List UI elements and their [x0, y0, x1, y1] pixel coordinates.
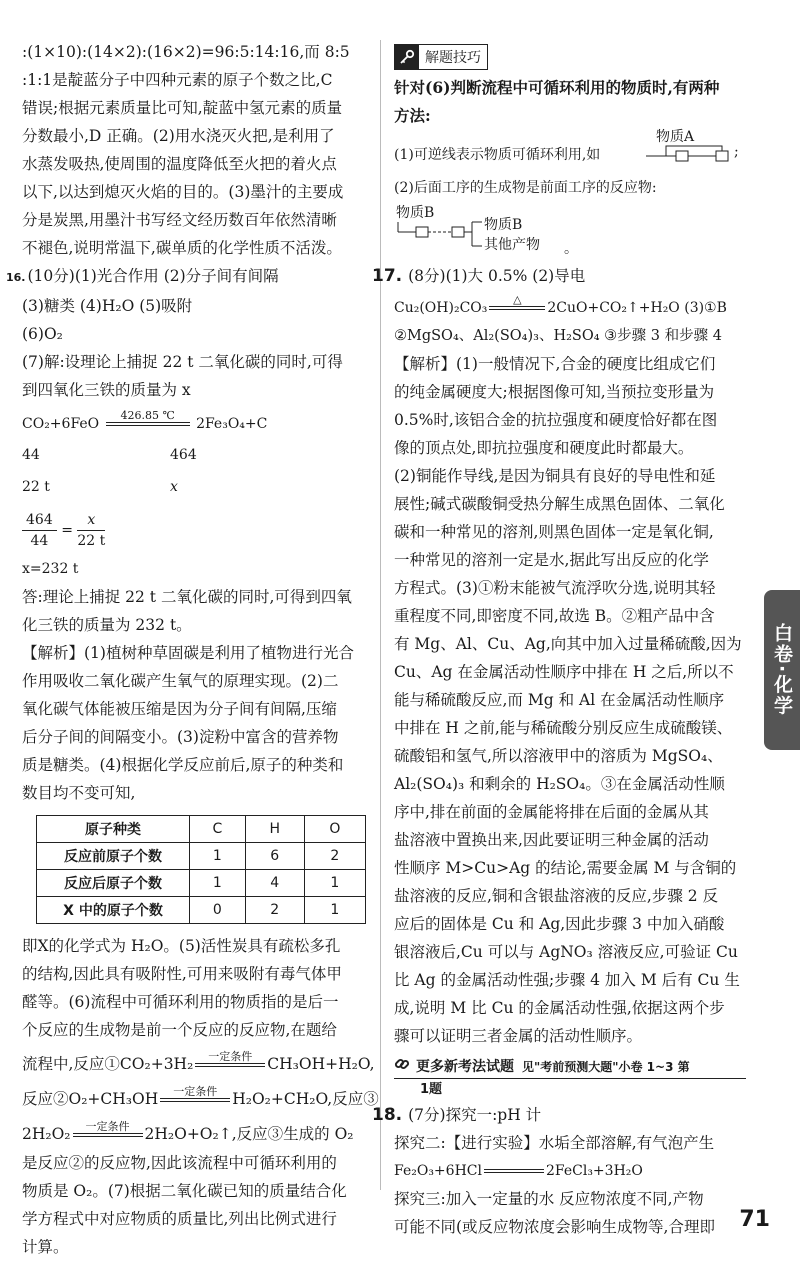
given-mass-row — [22, 474, 372, 500]
right-column — [372, 44, 746, 1241]
text-line: 展性;碱式碳酸铜受热分解生成黑色固体、二氧化 — [394, 495, 725, 513]
text-line: 0.5%时,该铝合金的抗拉强度和硬度恰好都在图 — [394, 411, 718, 429]
text-line: Cu、Ag 在金属活动性顺序中排在 H 之后,所以不 — [394, 663, 734, 681]
link-icon — [394, 1056, 410, 1076]
text-line: 针对(6)判断流程中可循环利用的物质时,有两种 — [394, 78, 720, 97]
text-line: ②MgSO₄、Al₂(SO₄)₃、H₂SO₄ ③步骤 3 和步骤 4 — [394, 328, 722, 344]
text-line: 答:理论上捕捉 22 t 二氧化碳的同时,可得到四氧 — [22, 588, 352, 606]
table-header-cell: H — [245, 816, 304, 843]
chemical-equation — [22, 410, 372, 438]
equation-right: 2Fe₃O₄+C — [196, 416, 268, 432]
reaction-line: 流程中,反应①CO₂+3H₂ 一定条件 CH₃OH+H₂O, — [22, 1050, 372, 1079]
tips-label: 解题技巧 — [425, 50, 481, 66]
text-line: (2)后面工序的生成物是前面工序的反应物: — [394, 180, 657, 196]
more-reference-cont: 1题 — [420, 1082, 443, 1097]
text-line: 重程度不同,即密度不同,故选 B。②粗产品中含 — [394, 607, 715, 625]
more-reference: 见"考前预测大题"小卷 1~3 第 — [522, 1059, 690, 1074]
text-line: 【解析】(1)一般情况下,合金的硬度比组成它们 — [394, 355, 716, 373]
substance-label: 物质A — [656, 129, 695, 145]
column-divider — [380, 40, 381, 1190]
result-line: x=232 t — [22, 561, 79, 577]
text-line: 中排在 H 之前,能与稀硫酸分别反应生成硫酸镁、 — [394, 719, 733, 737]
atom-count-table — [36, 815, 366, 924]
equals-sign — [484, 1169, 544, 1173]
substance-label: 其他产物 — [484, 237, 540, 253]
text-line: 成,说明 M 比 Cu 的金属活动性强,依据这两个步 — [394, 999, 725, 1017]
fraction: $\frac{x}{22 t}$ — [77, 512, 106, 549]
text-line: (6)O₂ — [22, 325, 63, 343]
table-cell: 1 — [304, 870, 365, 897]
reaction-line: Cu₂(OH)₂CO₃ △ 2CuO+CO₂↑+H₂O (3)①B — [394, 294, 746, 322]
more-questions-banner — [394, 1056, 746, 1079]
process-flow: 物质B 物质B 其他产物 。 — [394, 202, 746, 256]
condition-text: 426.85 ℃ — [120, 409, 175, 422]
text-line: 化三铁的质量为 232 t。 — [22, 616, 192, 634]
molar-mass-row — [22, 442, 372, 468]
table-cell: 0 — [190, 897, 246, 924]
text-line: 分数最小,D 正确。(2)用水浇灭火把,是利用了 — [22, 127, 335, 145]
table-row — [37, 843, 366, 870]
text-line: 氧化碳气体能被压缩是因为分子间有间隔,压缩 — [22, 700, 337, 718]
more-label: 更多新考法试题 — [416, 1059, 514, 1075]
text-line: 的结构,因此具有吸附性,可用来吸附有毒气体甲 — [22, 965, 342, 983]
table-cell: 1 — [304, 897, 365, 924]
text-line: 盐溶液中置换出来,因此要证明三种金属的活动 — [394, 831, 709, 849]
text-line: 方法: — [394, 106, 431, 125]
table-row — [37, 870, 366, 897]
question-17-header: 17. (8分)(1)大 0.5% (2)导电 — [372, 266, 586, 286]
text-line: 盐溶液的反应,铜和含银盐溶液的反应,步骤 2 反 — [394, 887, 719, 905]
mass-value: x — [170, 479, 178, 495]
reversible-flow: (1)可逆线表示物质可循环利用,如 物质A ; — [394, 130, 746, 174]
table-cell: 2 — [245, 897, 304, 924]
question-16-header — [6, 262, 372, 292]
text-line: 方程式。(3)①粉末能被气流浮吹分选,说明其轻 — [394, 579, 716, 597]
text-line: 一种常见的溶剂一定是水,据此写出反应的化学 — [394, 551, 709, 569]
subject-side-tab: 白卷·化学 — [764, 590, 800, 750]
substance-label: 物质B — [396, 205, 435, 221]
table-cell: 2 — [304, 843, 365, 870]
question-18-header: 18. (7分)探究一:pH 计 — [372, 1105, 542, 1125]
text-line: 骤可以证明三者金属的活动性顺序。 — [394, 1027, 643, 1045]
tips-header — [394, 44, 488, 70]
equation-left: CO₂+6FeO — [22, 416, 100, 432]
text-line: 物质是 O₂。(7)根据二氧化碳已知的质量结合化 — [22, 1182, 347, 1200]
condition-arrow: △ — [489, 294, 545, 322]
text-line: 到四氧化三铁的质量为 x — [22, 381, 191, 399]
left-column — [6, 38, 379, 1261]
question-number: 18. — [372, 1105, 403, 1125]
text-line: 序中,排在前面的金属能将排在后面的金属从其 — [394, 803, 709, 821]
text-line: 醛等。(6)流程中可循环利用的物质指的是后一 — [22, 993, 339, 1011]
text-line: 比 Ag 的金属活动性强;步骤 4 加入 M 后有 Cu 生 — [394, 971, 740, 989]
substance-label: 物质B — [484, 217, 523, 233]
mass-value: 44 — [22, 447, 40, 463]
reaction-line: 反应②O₂+CH₃OH 一定条件 H₂O₂+CH₂O,反应③ — [22, 1085, 372, 1114]
text-line: 像的顶点处,即抗拉强度和硬度此时都最大。 — [394, 439, 694, 457]
table-cell: 6 — [245, 843, 304, 870]
text-line: (7)解:设理论上捕捉 22 t 二氧化碳的同时,可得 — [22, 353, 343, 371]
text-line: 探究二:【进行实验】水垢全部溶解,有气泡产生 — [394, 1134, 715, 1152]
text-line: 能与稀硫酸反应,而 Mg 和 Al 在金属活动性顺序 — [394, 691, 725, 709]
text-line: 即X的化学式为 H₂O。(5)活性炭具有疏松多孔 — [22, 937, 341, 955]
table-cell: 4 — [245, 870, 304, 897]
table-cell: 反应前原子个数 — [37, 843, 190, 870]
condition-arrow — [106, 410, 190, 438]
question-number: 17. — [372, 266, 403, 286]
text-line: 后分子间的间隔变小。(3)淀粉中富含的营养物 — [22, 728, 339, 746]
text-line: Al₂(SO₄)₃ 和剩余的 H₂SO₄。③在金属活动性顺 — [394, 775, 725, 793]
text-line: 可能不同(或反应物浓度会影响生成物等,合理即 — [394, 1218, 715, 1236]
condition-arrow: 一定条件 — [195, 1051, 265, 1079]
proportion: $\frac{464}{44}$ = $\frac{x}{22 t}$ — [22, 510, 372, 551]
table-header-cell: O — [304, 816, 365, 843]
answer-text: (10分)(1)光合作用 (2)分子间有间隔 — [27, 267, 279, 285]
text-line: 应后的固体是 Cu 和 Ag,因此步骤 3 中加入硝酸 — [394, 915, 725, 933]
page-number: 71 — [739, 1207, 770, 1232]
key-icon — [395, 45, 419, 69]
text-line: 数目均不变可知, — [22, 784, 136, 802]
text-line: 作用吸收二氧化碳产生氧气的原理实现。(2)二 — [22, 672, 339, 690]
mass-value: 22 t — [22, 479, 50, 495]
question-number: 16. — [6, 271, 26, 284]
text-line: 银溶液后,Cu 可以与 AgNO₃ 溶液反应,可验证 Cu — [394, 943, 738, 961]
text-line: 硫酸铝和氢气,所以溶液甲中的溶质为 MgSO₄、 — [394, 747, 723, 765]
text-line: 【解析】(1)植树种草固碳是利用了植物进行光合 — [22, 644, 354, 662]
text-line: 性顺序 M>Cu>Ag 的结论,需要金属 M 与含铜的 — [394, 859, 737, 877]
text-line: 是反应②的反应物,因此该流程中可循环利用的 — [22, 1154, 337, 1172]
cycle-diagram — [646, 142, 736, 164]
text-line: (3)糖类 (4)H₂O (5)吸附 — [22, 297, 193, 315]
table-cell: 1 — [190, 843, 246, 870]
text-line: 以下,以达到熄灭火焰的目的。(3)墨汁的主要成 — [22, 183, 344, 201]
text-line: 计算。 — [22, 1238, 69, 1256]
fraction: $\frac{464}{44}$ — [22, 510, 57, 551]
table-header-row — [37, 816, 366, 843]
table-row — [37, 897, 366, 924]
reaction-line: 2H₂O₂ 一定条件 2H₂O+O₂↑,反应③生成的 O₂ — [22, 1120, 372, 1149]
condition-arrow: 一定条件 — [73, 1121, 143, 1149]
text-line: :(1×10):(14×2):(16×2)=96:5:14:16,而 8:5 — [22, 43, 350, 61]
text-line: 不褪色,说明常温下,碳单质的化学性质不活泼。 — [22, 239, 342, 257]
text-line: 碳和一种常见的溶剂,则黑色固体一定是氧化铜, — [394, 523, 714, 541]
text-line: :1:1是靛蓝分子中四种元素的原子个数之比,C — [22, 71, 333, 89]
text-line: (2)铜能作导线,是因为铜具有良好的导电性和延 — [394, 467, 716, 485]
table-header-cell: 原子种类 — [37, 816, 190, 843]
text-line: 个反应的生成物是前一个反应的反应物,在题给 — [22, 1021, 337, 1039]
mass-value: 464 — [170, 447, 197, 463]
text-line: 错误;根据元素质量比可知,靛蓝中氢元素的质量 — [22, 99, 343, 117]
text-line: 有 Mg、Al、Cu、Ag,向其中加入过量稀硫酸,因为 — [394, 635, 742, 653]
text-line: 水蒸发吸热,使周围的温度降低至火把的着火点 — [22, 155, 337, 173]
text-line: 学方程式中对应物质的质量比,列出比例式进行 — [22, 1210, 337, 1228]
text-line: 探究三:加入一定量的水 反应物浓度不同,产物 — [394, 1190, 704, 1208]
table-cell: X 中的原子个数 — [37, 897, 190, 924]
text-line: 的纯金属硬度大;根据图像可知,当预拉变形量为 — [394, 383, 715, 401]
table-header-cell: C — [190, 816, 246, 843]
reaction-line: Fe₂O₃+6HCl 2FeCl₃+3H₂O — [394, 1163, 643, 1179]
table-cell: 1 — [190, 870, 246, 897]
text-line: 质是糖类。(4)根据化学反应前后,原子的种类和 — [22, 756, 344, 774]
condition-arrow: 一定条件 — [160, 1086, 230, 1114]
text-line: 分是炭黑,用墨汁书写经文经历数百年依然清晰 — [22, 211, 337, 229]
table-cell: 反应后原子个数 — [37, 870, 190, 897]
